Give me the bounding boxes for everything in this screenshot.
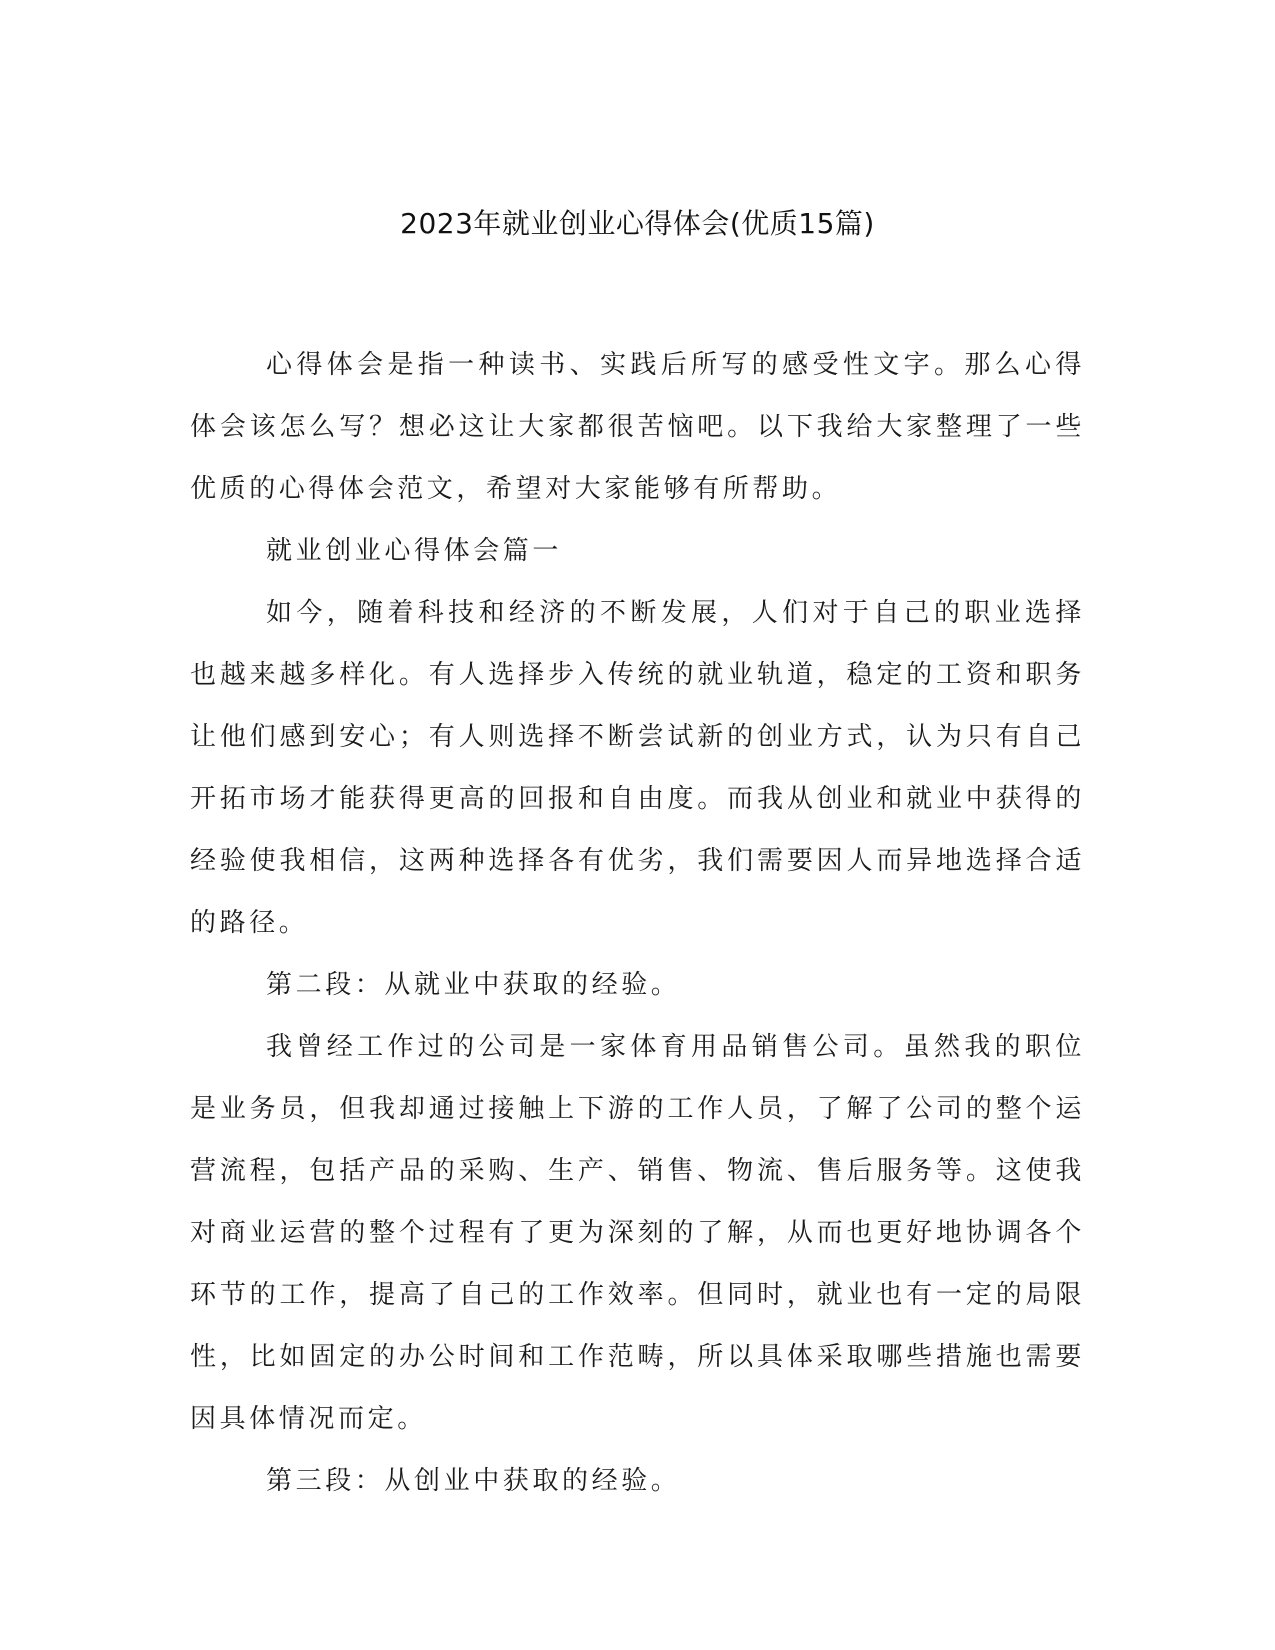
section-heading-second: 第二段：从就业中获取的经验。 xyxy=(266,970,681,1000)
section-heading-part-one: 就业创业心得体会篇一 xyxy=(266,536,563,566)
body-paragraph: 我曾经工作过的公司是一家体育用品销售公司。虽然我的职位是业务员，但我却通过接触上下游的工作人员，了解了公司的整个运营流程，包括产品的采购、生产、销售、物流、售后服务等。这使我对商业运营的整个过程有了更为深刻的了解，从而也更好地协调各个环节的工作，提高了自己的工作效率。但同时，就业也有一定的局限性，比如固定的办公时间和工作范畴，所以具体采取哪些措施也需要因具体情况而定。 xyxy=(190,1032,1085,1434)
section-heading-third: 第三段：从创业中获取的经验。 xyxy=(266,1466,681,1496)
document-title: 2023年就业创业心得体会(优质15篇) xyxy=(400,207,875,240)
intro-paragraph: 心得体会是指一种读书、实践后所写的感受性文字。那么心得体会该怎么写？想必这让大家都很苦恼吧。以下我给大家整理了一些优质的心得体会范文，希望对大家能够有所帮助。 xyxy=(190,350,1085,504)
document-body xyxy=(190,334,1085,1512)
body-paragraph: 如今，随着科技和经济的不断发展，人们对于自己的职业选择也越来越多样化。有人选择步入传统的就业轨道，稳定的工资和职务让他们感到安心；有人则选择不断尝试新的创业方式，认为只有自己开拓市场才能获得更高的回报和自由度。而我从创业和就业中获得的经验使我相信，这两种选择各有优劣，我们需要因人而异地选择合适的路径。 xyxy=(190,598,1085,938)
